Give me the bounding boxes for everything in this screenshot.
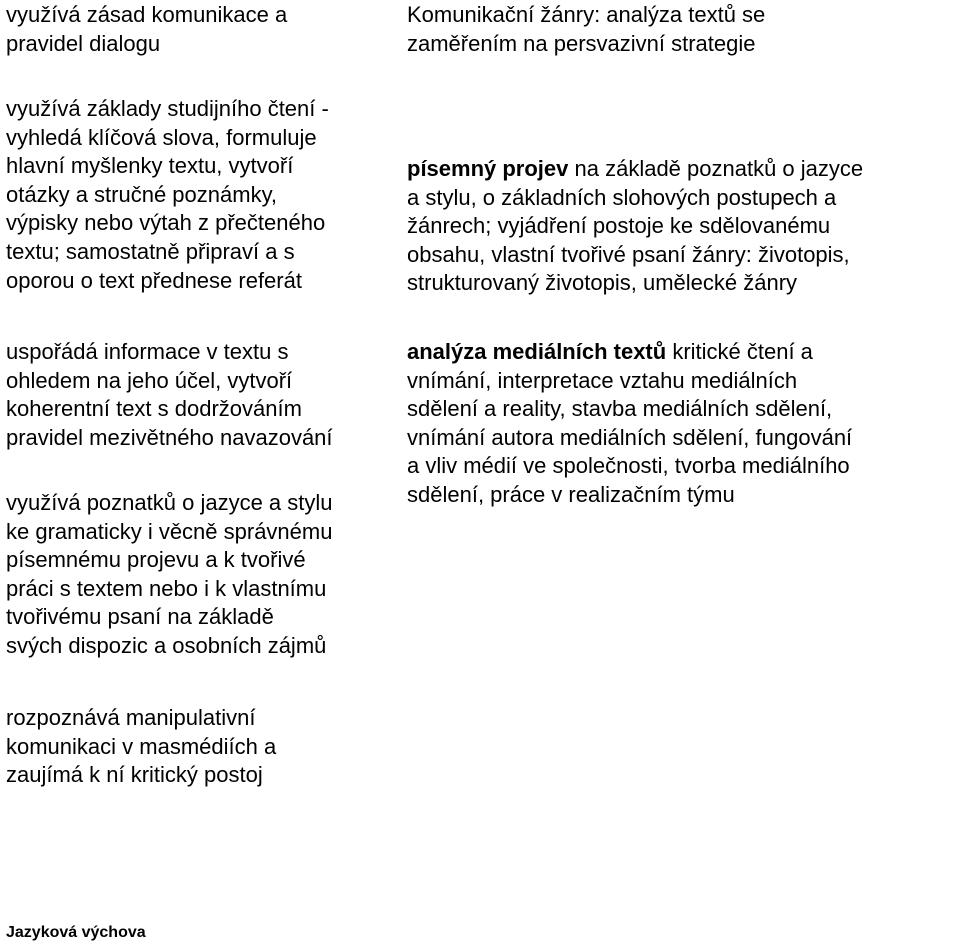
text-line: tvořivému psaní na základě <box>6 604 274 630</box>
text-line: písemnému projevu a k tvořivé <box>6 547 306 573</box>
text-line: oporou o text přednese referát <box>6 267 302 293</box>
text-line: Komunikační žánry: analýza textů se <box>407 2 766 27</box>
text-line: ohledem na jeho účel, vytvoří <box>6 367 293 393</box>
text-fragment: kritické čtení a <box>666 339 813 364</box>
text-line: svých dispozic a osobních zájmů <box>6 632 327 658</box>
topic-lead-bold: písemný projev <box>407 156 569 181</box>
text-line: koherentní text s dodržováním <box>6 396 302 422</box>
section-label: Jazyková výchova <box>6 924 146 941</box>
topic-media-analysis <box>407 338 852 510</box>
text-line: rozpoznává manipulativní <box>6 705 256 730</box>
text-line: žánrech; vyjádření postoje ke sdělovanému <box>407 213 831 239</box>
text-line: sdělení a reality, stavba mediálních sdělení, <box>407 396 833 422</box>
topic-written-expression <box>407 155 863 298</box>
text-line: obsahu, vlastní tvořivé psaní žánry: životopis, <box>407 241 850 267</box>
text-line: sdělení, práce v realizačním týmu <box>407 481 735 507</box>
text-line <box>407 338 852 367</box>
text-line: využívá základy studijního čtení - <box>6 96 329 121</box>
text-line: vnímání, interpretace vztahu mediálních <box>407 367 798 393</box>
text-line: a vliv médií ve společnosti, tvorba mediálního <box>407 453 850 479</box>
text-line: pravidel mezivětného navazování <box>6 424 333 450</box>
outcome-dialogue-principles <box>6 1 287 58</box>
text-line: strukturovaný životopis, umělecké žánry <box>407 270 798 296</box>
text-line: uspořádá informace v textu s <box>6 339 289 364</box>
text-line <box>407 155 863 184</box>
outcome-language-knowledge <box>6 489 333 661</box>
outcome-study-reading <box>6 95 329 295</box>
text-line: vnímání autora mediálních sdělení, fungování <box>407 424 853 450</box>
text-fragment: na základě poznatků o jazyce <box>568 156 864 181</box>
outcome-media-manipulation <box>6 704 276 790</box>
text-line: otázky a stručné poznámky, <box>6 181 278 207</box>
text-line: zaujímá k ní kritický postoj <box>6 762 263 788</box>
text-line: zaměřením na persvazivní strategie <box>407 30 756 56</box>
outcome-coherent-text <box>6 338 333 452</box>
text-line: hlavní myšlenky textu, vytvoří <box>6 153 294 179</box>
text-line: využívá poznatků o jazyce a stylu <box>6 490 333 515</box>
text-line: ke gramaticky i věcně správnému <box>6 518 333 544</box>
text-line: a stylu, o základních slohových postupech a <box>407 184 837 210</box>
text-line: práci s textem nebo i k vlastnímu <box>6 575 327 601</box>
text-line: komunikaci v masmédiích a <box>6 733 277 759</box>
text-line: vyhledá klíčová slova, formuluje <box>6 124 317 150</box>
topic-communication-genres <box>407 1 765 58</box>
text-line: výpisky nebo výtah z přečteného <box>6 210 326 236</box>
text-line: využívá zásad komunikace a <box>6 2 288 27</box>
text-line: textu; samostatně připraví a s <box>6 238 295 264</box>
topic-lead-bold: analýza mediálních textů <box>407 339 667 364</box>
text-line: pravidel dialogu <box>6 30 161 56</box>
